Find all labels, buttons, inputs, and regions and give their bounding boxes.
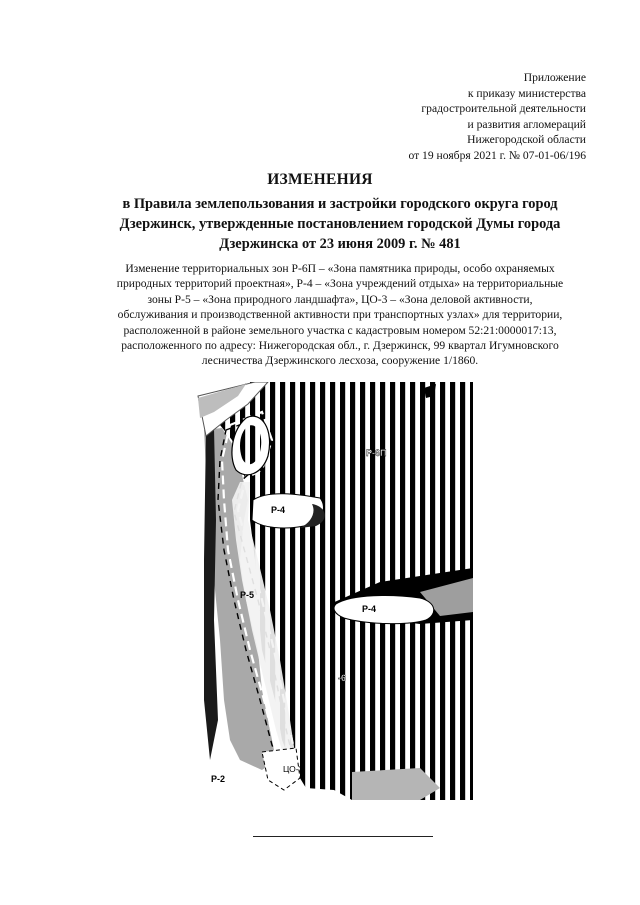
description-line: обслуживания и производственной активности при транспортных узлах» для территории, xyxy=(117,308,563,322)
description-line: расположенного по адресу: Нижегородская обл., г. Дзержинск, 99 квартал Игумновского xyxy=(121,339,559,353)
label-r4-mid: Р-4 xyxy=(362,604,377,614)
label-r2: Р-2 xyxy=(211,774,226,784)
document-subtitle xyxy=(90,194,590,254)
description-line: лесничества Дзержинского лесхоза, сооружение 1/1860. xyxy=(201,354,479,368)
bottom-divider xyxy=(253,836,433,837)
change-description xyxy=(92,261,588,369)
description-line: Изменение территориальных зон Р-6П – «Зона памятника природы, особо охраняемых xyxy=(125,262,555,275)
subtitle-line: в Правила землепользования и застройки городского округа город xyxy=(122,196,558,212)
label-co3: ЦО-3 xyxy=(283,764,304,774)
document-title: ИЗМЕНЕНИЯ xyxy=(267,171,373,188)
appendix-line: и развития агломераций xyxy=(467,117,586,131)
appendix-line: от 19 ноября 2021 г. № 07-01-06/196 xyxy=(408,148,586,162)
label-r6: -6 xyxy=(338,673,347,683)
label-r5: Р-5 xyxy=(240,590,255,600)
description-line: зоны Р-5 – «Зона природного ландшафта», ЦО-3 – «Зона деловой активности, xyxy=(147,292,533,306)
subtitle-line: Дзержинска от 23 июня 2009 г. № 481 xyxy=(219,236,461,252)
description-line: расположенной в районе земельного участка с кадастровым номером 52:21:0000017:13, xyxy=(123,323,557,337)
description-line: природных территорий проектная», Р-4 – «Зона учреждений отдыха» на территориальные xyxy=(116,277,564,291)
label-r4-top: Р-4 xyxy=(271,505,286,515)
appendix-line: градостроительной деятельности xyxy=(421,102,586,115)
zone-r4-mid xyxy=(334,596,434,624)
label-r6p: Р-6П xyxy=(366,448,387,458)
appendix-block xyxy=(408,70,586,163)
appendix-line: Нижегородской области xyxy=(467,133,586,146)
appendix-line: Приложение xyxy=(523,71,586,84)
subtitle-line: Дзержинск, утвержденные постановлением городской Думы города xyxy=(119,216,561,232)
zoning-map xyxy=(196,382,473,800)
appendix-line: к приказу министерства xyxy=(467,86,586,100)
